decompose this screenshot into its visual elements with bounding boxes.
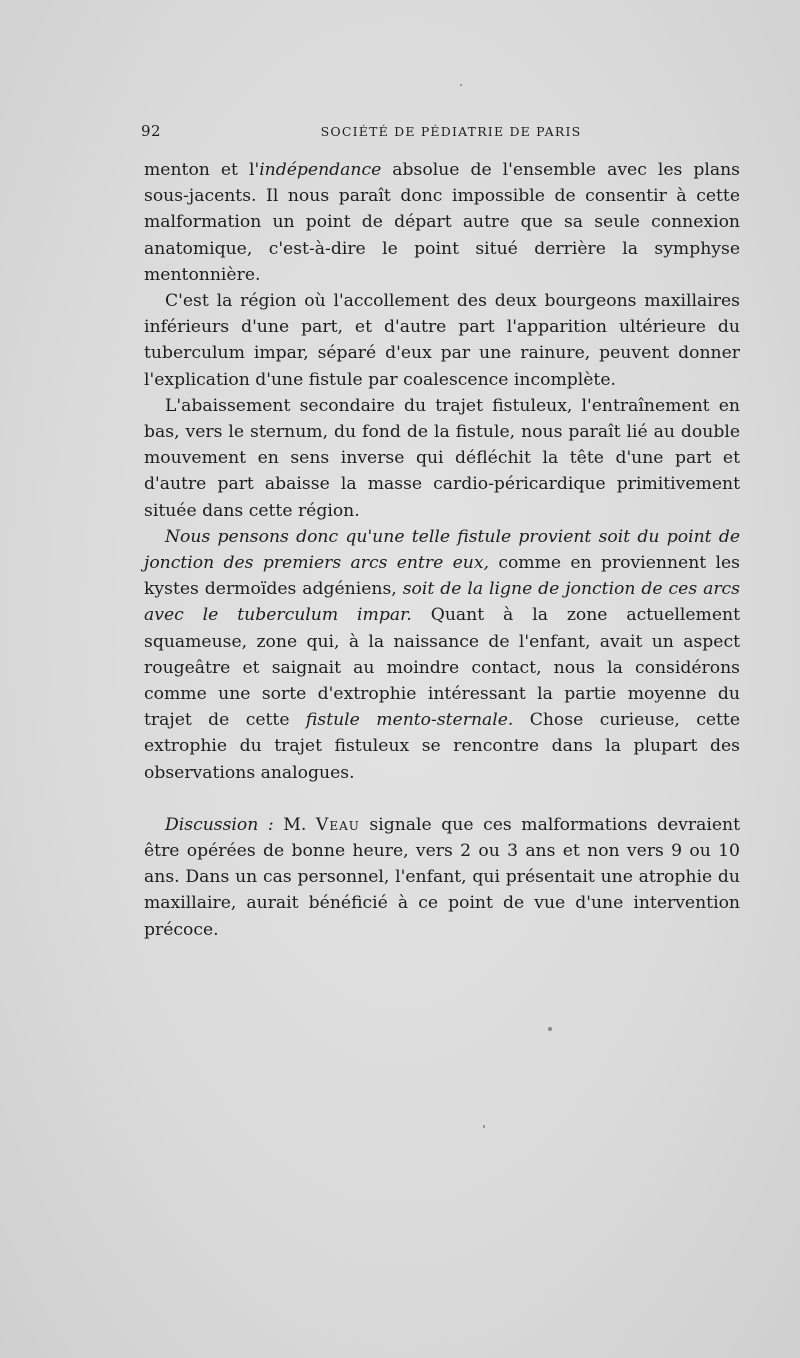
paragraph-3: L'abaissement secondaire du trajet fistuleux, l'entraînement en bas, vers le sternum, du fond de la fistule, nous paraît lié au double mouvement en sens inverse qui défléchit la tête d'une part et d'autre part abaisse la masse cardio-péricardique primitivement située dans cette région. (144, 395, 740, 521)
paragraph-discussion (144, 812, 740, 943)
discussion-label: Discussion : (165, 814, 274, 835)
text-run: Quant à la zone actuellement squameuse, zone qui, à la naissance de l'enfant, avait un aspect rougeâtre et saignait au moindre contact, nous la considérons comme une sorte d'extrophie intéressant la partie moyenne du trajet de cette (144, 605, 741, 731)
page-header (141, 122, 739, 142)
paper-speck (548, 1027, 552, 1031)
author-name: Veau (315, 814, 360, 835)
paragraph-1 (144, 157, 740, 288)
paper-speck (483, 1125, 485, 1128)
body-text (144, 157, 740, 943)
page-number: 92 (141, 122, 162, 140)
running-title: SOCIÉTÉ DE PÉDIATRIE DE PARIS (320, 124, 582, 139)
text-run: Chose curieuse, cette extrophie du trajet fistuleux se rencontre dans la plupart des observations analogues. (144, 710, 741, 783)
paragraph-4 (144, 524, 740, 786)
text-run: absolue de l'ensemble avec les plans sous-jacents. Il nous paraît donc impossible de consentir à cette malformation un point de départ autre que sa seule connexion anatomique, c'est-à-dire le point situé derrière la symphyse mentonnière. (144, 160, 740, 285)
text-run: menton et l' (144, 160, 260, 180)
italic-run: fistule mento-sternale. (305, 710, 514, 731)
italic-run: indépendance (259, 160, 382, 180)
italic-run: soit de la ligne de jonction de ces arcs avec le tuberculum impar. (144, 579, 740, 626)
text-run: signale que ces malformations devraient être opérées de bonne heure, vers 2 ou 3 ans et non vers 9 ou 10 ans. Dans un cas personnel, l'enfant, qui présentait une atrophie du maxillaire, aurait bénéficié à ce point de vue d'une intervention précoce. (144, 814, 740, 940)
paragraph-2: C'est la région où l'accollement des deux bourgeons maxillaires inférieurs d'une part, et d'autre part l'apparition ultérieure du tuberculum impar, séparé d'eux par une rainure, peuvent donner l'explication d'une fistule par coalescence incomplète. (144, 291, 740, 390)
italic-run: Nous pensons donc qu'une telle fistule provient soit du point de jonction des premiers arcs entre eux, (144, 526, 740, 574)
text-run: comme en proviennent les kystes dermoïdes adgéniens, (144, 553, 740, 600)
text-run: M. (273, 814, 316, 835)
paper-speck (460, 84, 462, 86)
